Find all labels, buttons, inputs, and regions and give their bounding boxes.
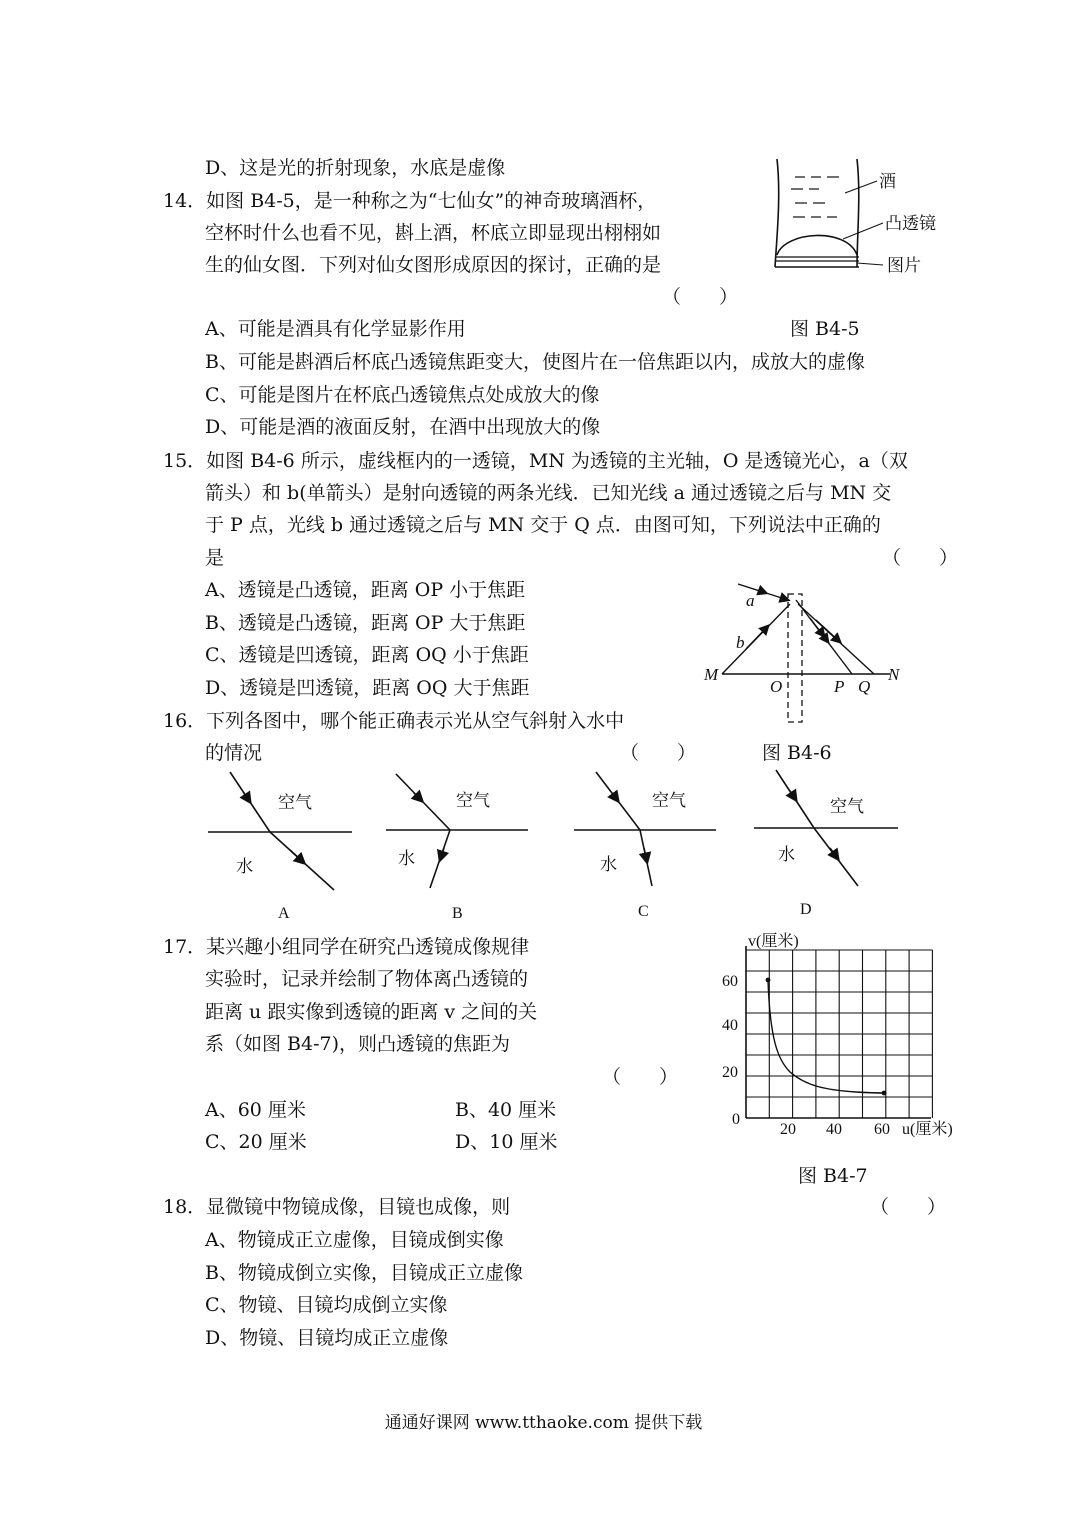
q18-option-a: A、物镜成正立虚像，目镜成倒实像	[205, 1229, 504, 1251]
q17-option-b: B、40 厘米	[455, 1099, 557, 1121]
label-q: Q	[858, 677, 871, 696]
panel-d-air-label: 空气	[830, 797, 864, 816]
q16-panel-c	[568, 766, 728, 921]
label-p: P	[834, 677, 845, 696]
q17-answer-blank: （ ）	[602, 1066, 679, 1088]
figure-b4-7-caption: 图 B4-7	[798, 1165, 868, 1187]
panel-b-water-label: 水	[398, 849, 415, 868]
q16-answer-blank: （ ）	[620, 742, 697, 764]
y-tick-20: 20	[722, 1064, 738, 1081]
q17-stem-line-2: 实验时，记录并绘制了物体离凸透镜的	[205, 968, 529, 990]
panel-a-letter: A	[278, 905, 290, 922]
q18-option-c: C、物镜、目镜均成倒立实像	[205, 1294, 448, 1316]
q16-stem-line-1: 16．下列各图中，哪个能正确表示光从空气斜射入水中	[163, 710, 625, 732]
q15-option-d: D、透镜是凹透镜，距离 OQ 大于焦距	[205, 677, 530, 699]
graph-x-label: u(厘米)	[902, 1121, 953, 1138]
panel-b-letter: B	[452, 905, 463, 922]
label-o: O	[770, 677, 783, 696]
panel-a-air-label: 空气	[278, 793, 312, 812]
figure-b4-6-lens-diagram	[700, 574, 915, 732]
q15-stem-line-3: 于 P 点，光线 b 通过透镜之后与 MN 交于 Q 点．由图可知，下列说法中正确的	[205, 514, 881, 536]
q17-stem-line-4: 系（如图 B4-7)，则凸透镜的焦距为	[205, 1033, 511, 1055]
label-a: a	[746, 591, 755, 610]
q15-answer-blank: （ ）	[882, 547, 959, 569]
q16-panel-b	[380, 768, 540, 923]
x-tick-40: 40	[826, 1121, 842, 1138]
label-picture: 图片	[887, 256, 921, 275]
label-m: M	[704, 665, 719, 684]
panel-c-water-label: 水	[600, 855, 617, 874]
q15-stem-line-4: 是	[205, 547, 225, 569]
q16-panel-d	[748, 766, 908, 921]
q17-stem-line-1: 17．某兴趣小组同学在研究凸透镜成像规律	[163, 936, 530, 958]
q14-stem-line-3: 生的仙女图．下列对仙女图形成原因的探讨，正确的是	[205, 254, 662, 276]
panel-d-water-label: 水	[778, 845, 795, 864]
y-tick-40: 40	[722, 1017, 738, 1034]
q14-option-b: B、可能是斟酒后杯底凸透镜焦距变大，使图片在一倍焦距以内，成放大的虚像	[205, 351, 865, 373]
x-tick-60: 60	[874, 1121, 890, 1138]
q16-stem-line-2: 的情况	[205, 742, 263, 764]
panel-d-letter: D	[800, 901, 812, 918]
curve-point	[766, 978, 771, 983]
label-n: N	[888, 665, 900, 684]
panel-b-air-label: 空气	[456, 791, 490, 810]
q18-option-b: B、物镜成倒立实像，目镜成正立虚像	[205, 1262, 523, 1284]
q17-option-a: A、60 厘米	[205, 1099, 306, 1121]
graph-y-label: v(厘米)	[748, 933, 799, 950]
q17-option-c: C、20 厘米	[205, 1131, 307, 1153]
x-tick-20: 20	[780, 1121, 796, 1138]
q18-stem: 18．显微镜中物镜成像，目镜也成像，则	[163, 1196, 511, 1218]
q17-stem-line-3: 距离 u 跟实像到透镜的距离 v 之间的关	[205, 1001, 538, 1023]
y-tick-0: 0	[732, 1111, 740, 1128]
panel-a-water-label: 水	[236, 857, 253, 876]
q17-option-d: D、10 厘米	[455, 1131, 558, 1153]
figure-b4-5-caption: 图 B4-5	[790, 318, 860, 340]
q15-stem-line-2: 箭头）和 b(单箭头）是射向透镜的两条光线．已知光线 a 通过透镜之后与 MN 交	[205, 482, 892, 504]
q15-option-a: A、透镜是凸透镜，距离 OP 小于焦距	[205, 579, 526, 601]
curve-point	[882, 1091, 887, 1096]
q18-answer-blank: （ ）	[870, 1196, 947, 1218]
panel-c-air-label: 空气	[652, 791, 686, 810]
label-convex-lens: 凸透镜	[885, 214, 936, 233]
figure-b4-6-caption: 图 B4-6	[762, 742, 832, 764]
q14-option-d: D、可能是酒的液面反射，在酒中出现放大的像	[205, 416, 601, 438]
q18-option-d: D、物镜、目镜均成正立虚像	[205, 1327, 449, 1349]
q13-option-d: D、这是光的折射现象，水底是虚像	[205, 157, 506, 179]
panel-c-letter: C	[638, 903, 649, 920]
label-wine: 酒	[879, 172, 896, 191]
page-footer: 通通好课网 www.tthaoke.com 提供下载	[384, 1413, 703, 1433]
q15-stem-line-1: 15．如图 B4-6 所示，虚线框内的一透镜，MN 为透镜的主光轴，O 是透镜光心，a（双	[163, 450, 908, 472]
q14-option-c: C、可能是图片在杯底凸透镜焦点处成放大的像	[205, 384, 600, 406]
figure-b4-7-uv-graph	[716, 930, 976, 1145]
q15-option-b: B、透镜是凸透镜，距离 OP 大于焦距	[205, 612, 526, 634]
label-b: b	[736, 633, 745, 652]
q14-option-a: A、可能是酒具有化学显影作用	[205, 318, 466, 340]
y-tick-60: 60	[722, 973, 738, 990]
q14-stem-line-2: 空杯时什么也看不见，斟上酒，杯底立即显现出栩栩如	[205, 222, 662, 244]
q14-stem-line-1: 14．如图 B4-5，是一种称之为“七仙女”的神奇玻璃酒杯，	[163, 190, 657, 212]
q16-panel-a	[200, 768, 360, 923]
graph-grid	[746, 950, 932, 1118]
q14-answer-blank: （ ）	[662, 286, 739, 308]
q15-option-c: C、透镜是凹透镜，距离 OQ 小于焦距	[205, 644, 529, 666]
figure-b4-5-wine-cup	[765, 155, 965, 280]
